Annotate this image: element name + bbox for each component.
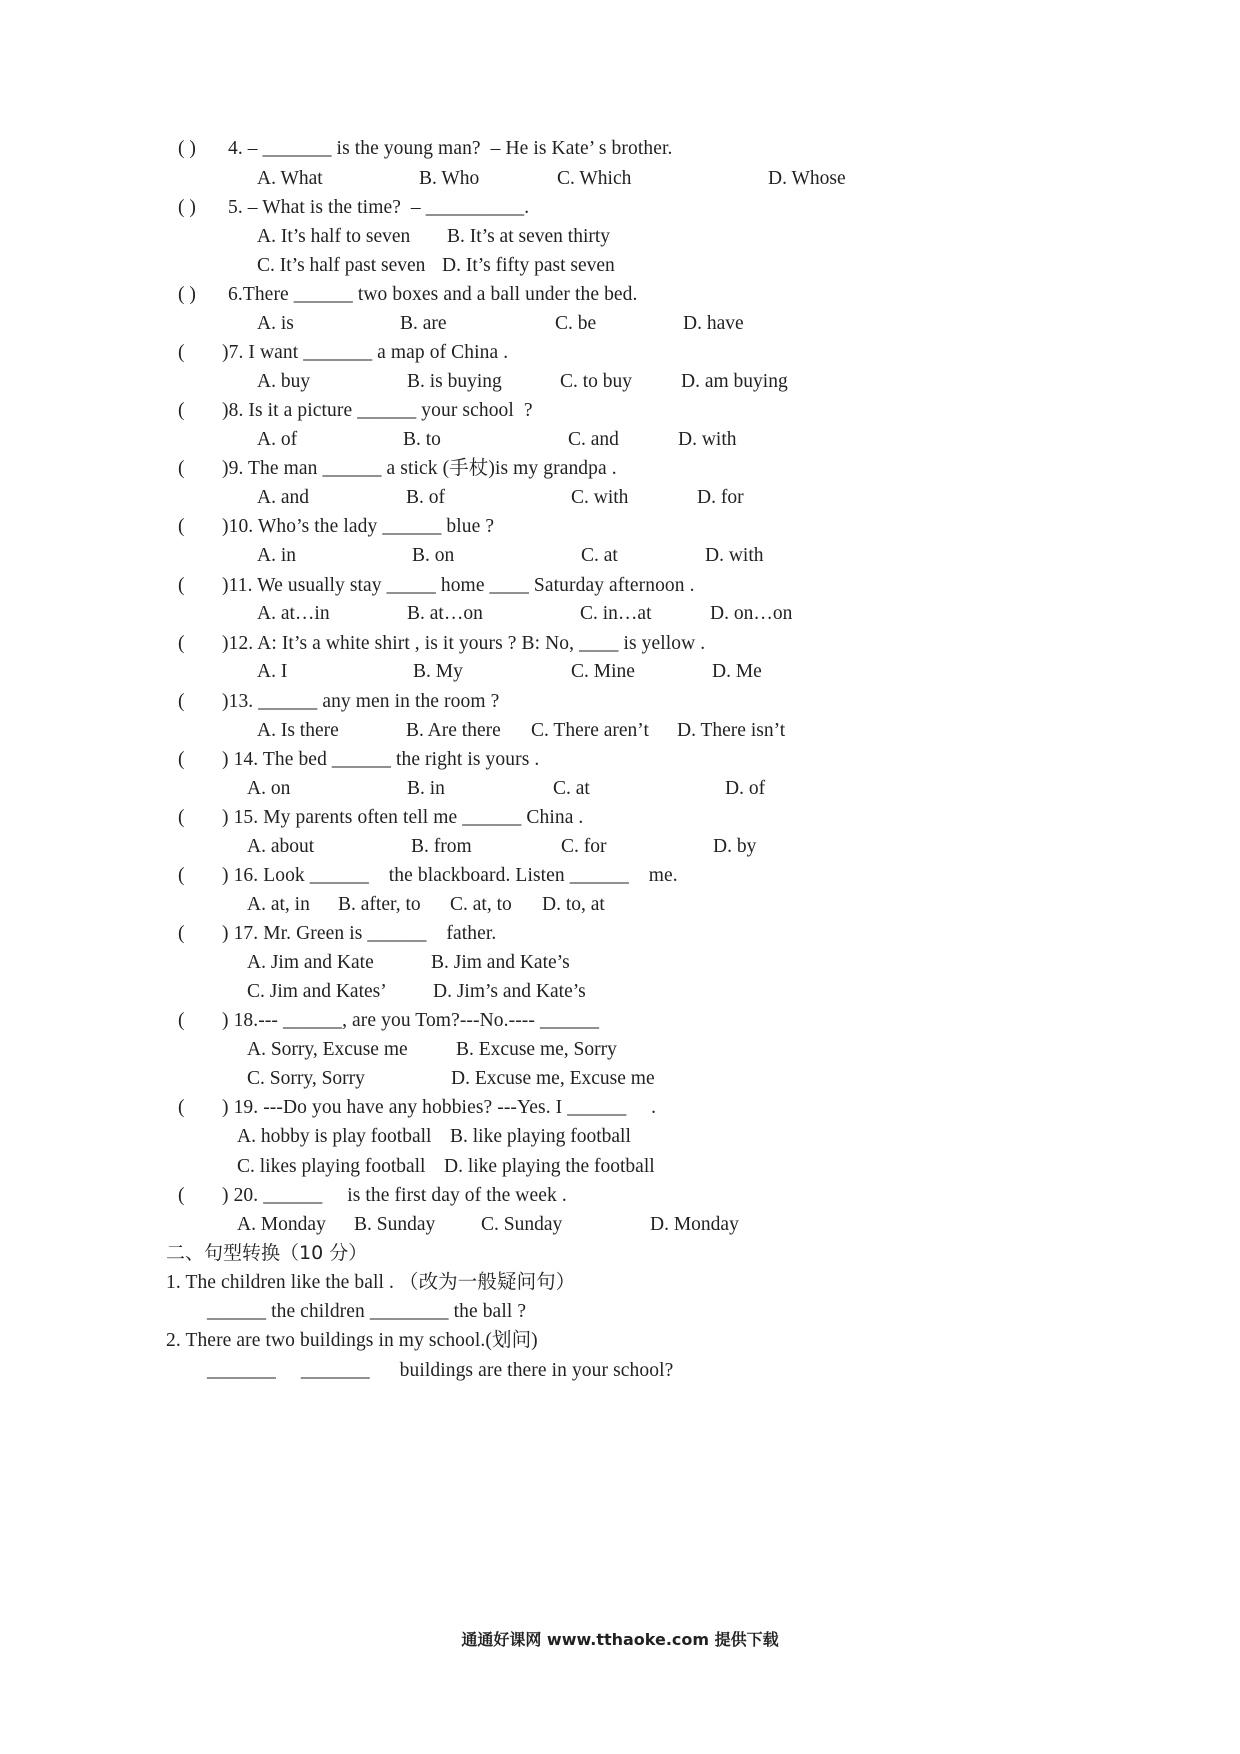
question-stem: ) 20. ______ is the first day of the week . <box>222 1185 567 1206</box>
answer-paren[interactable]: ( <box>178 923 185 944</box>
option-a: A. hobby is play football <box>237 1126 432 1147</box>
question-stem: )12. A: It’s a white shirt , is it yours ? B: No, ____ is yellow . <box>222 633 706 654</box>
option-d: D. for <box>697 487 744 508</box>
answer-paren[interactable]: ( <box>178 1097 185 1118</box>
option-c: C. Sunday <box>481 1214 563 1235</box>
option-c: C. and <box>568 429 619 450</box>
option-b: B. Jim and Kate’s <box>431 952 570 973</box>
answer-paren[interactable]: ( ) <box>178 197 196 218</box>
question-stem: 4. – _______ is the young man? – He is Kate’ s brother. <box>228 138 673 159</box>
question-stem: )11. We usually stay _____ home ____ Saturday afternoon . <box>222 575 695 596</box>
option-d: D. am buying <box>681 371 788 392</box>
option-d: D. to, at <box>542 894 605 915</box>
question-stem: ) 15. My parents often tell me ______ China . <box>222 807 584 828</box>
option-d: D. Me <box>712 661 762 682</box>
transform-question-2: 2. There are two buildings in my school.(划问) <box>166 1330 538 1351</box>
option-b: B. Excuse me, Sorry <box>456 1039 617 1060</box>
option-d: D. Excuse me, Excuse me <box>451 1068 655 1089</box>
question-stem: 6.There ______ two boxes and a ball under the bed. <box>228 284 638 305</box>
option-d: D. on…on <box>710 603 793 624</box>
option-b: B. My <box>413 661 463 682</box>
option-d: D. Whose <box>768 168 846 189</box>
option-b: B. are <box>400 313 447 334</box>
option-b: B. in <box>407 778 445 799</box>
answer-paren[interactable]: ( <box>178 458 185 479</box>
question-stem: ) 16. Look ______ the blackboard. Listen ______ me. <box>222 865 678 886</box>
option-a: A. of <box>257 429 298 450</box>
option-d: D. of <box>725 778 766 799</box>
option-a: A. It’s half to seven <box>257 226 411 247</box>
option-a: A. buy <box>257 371 311 392</box>
question-stem: )13. ______ any men in the room ? <box>222 691 500 712</box>
option-a: A. Is there <box>257 720 339 741</box>
option-c: C. Mine <box>571 661 635 682</box>
option-b: B. Are there <box>406 720 501 741</box>
option-c: C. It’s half past seven <box>257 255 426 276</box>
answer-paren[interactable]: ( <box>178 342 185 363</box>
question-stem: )9. The man ______ a stick (手杖)is my grandpa . <box>222 458 617 479</box>
option-c: C. with <box>571 487 629 508</box>
option-b: B. It’s at seven thirty <box>447 226 611 247</box>
option-a: A. Monday <box>237 1214 326 1235</box>
option-c: C. to buy <box>560 371 633 392</box>
question-stem: ) 19. ---Do you have any hobbies? ---Yes. I ______ . <box>222 1097 657 1118</box>
option-b: B. from <box>411 836 472 857</box>
answer-paren[interactable]: ( <box>178 633 185 654</box>
option-d: D. It’s fifty past seven <box>442 255 615 276</box>
answer-paren[interactable]: ( <box>178 749 185 770</box>
answer-paren[interactable]: ( <box>178 865 185 886</box>
option-b: B. after, to <box>338 894 421 915</box>
answer-paren[interactable]: ( <box>178 691 185 712</box>
question-stem: ) 17. Mr. Green is ______ father. <box>222 923 497 944</box>
option-b: B. Who <box>419 168 480 189</box>
option-c: C. Jim and Kates’ <box>247 981 387 1002</box>
option-a: A. Sorry, Excuse me <box>247 1039 408 1060</box>
option-d: D. Monday <box>650 1214 739 1235</box>
answer-paren[interactable]: ( <box>178 807 185 828</box>
option-b: B. on <box>412 545 455 566</box>
option-b: B. at…on <box>407 603 483 624</box>
answer-paren[interactable]: ( <box>178 575 185 596</box>
option-b: B. to <box>403 429 441 450</box>
option-d: D. with <box>678 429 737 450</box>
option-c: C. in…at <box>580 603 652 624</box>
question-stem: )8. Is it a picture ______ your school ? <box>222 400 533 421</box>
section-heading: 二、句型转换（10 分） <box>166 1242 368 1264</box>
option-a: A. is <box>257 313 294 334</box>
option-b: B. like playing football <box>450 1126 631 1147</box>
option-d: D. There isn’t <box>677 720 786 741</box>
option-c: C. at <box>581 545 618 566</box>
answer-paren[interactable]: ( <box>178 1010 185 1031</box>
option-c: C. There aren’t <box>531 720 649 741</box>
answer-paren[interactable]: ( <box>178 1185 185 1206</box>
option-d: D. have <box>683 313 744 334</box>
option-a: A. What <box>257 168 323 189</box>
option-a: A. I <box>257 661 288 682</box>
option-c: C. at, to <box>450 894 512 915</box>
option-a: A. on <box>247 778 291 799</box>
option-b: B. of <box>406 487 445 508</box>
option-d: D. Jim’s and Kate’s <box>433 981 586 1002</box>
page-footer: 通通好课网 www.tthaoke.com 提供下载 <box>461 1630 779 1649</box>
option-d: D. with <box>705 545 764 566</box>
option-b: B. is buying <box>407 371 502 392</box>
option-a: A. in <box>257 545 296 566</box>
option-d: D. like playing the football <box>444 1156 655 1177</box>
answer-paren[interactable]: ( ) <box>178 138 196 159</box>
transform-answer-1[interactable]: ______ the children ________ the ball ? <box>207 1301 527 1322</box>
option-a: A. about <box>247 836 315 857</box>
question-stem: )7. I want _______ a map of China . <box>222 342 509 363</box>
option-c: C. be <box>555 313 597 334</box>
answer-paren[interactable]: ( ) <box>178 284 196 305</box>
option-a: A. and <box>257 487 309 508</box>
transform-question-1: 1. The children like the ball . （改为一般疑问句） <box>166 1272 576 1293</box>
answer-paren[interactable]: ( <box>178 516 185 537</box>
question-stem: )10. Who’s the lady ______ blue ? <box>222 516 495 537</box>
question-stem: ) 18.--- ______, are you Tom?---No.---- ______ <box>222 1010 600 1031</box>
option-c: C. likes playing football <box>237 1156 426 1177</box>
option-c: C. at <box>553 778 590 799</box>
option-c: C. for <box>561 836 607 857</box>
option-c: C. Sorry, Sorry <box>247 1068 365 1089</box>
question-stem: ) 14. The bed ______ the right is yours . <box>222 749 540 770</box>
option-d: D. by <box>713 836 757 857</box>
option-c: C. Which <box>557 168 632 189</box>
option-a: A. at, in <box>247 894 310 915</box>
option-a: A. at…in <box>257 603 330 624</box>
option-b: B. Sunday <box>354 1214 436 1235</box>
option-a: A. Jim and Kate <box>247 952 374 973</box>
transform-answer-2[interactable]: _______ _______ buildings are there in your school? <box>207 1360 674 1381</box>
question-stem: 5. – What is the time? – __________. <box>228 197 530 218</box>
answer-paren[interactable]: ( <box>178 400 185 421</box>
